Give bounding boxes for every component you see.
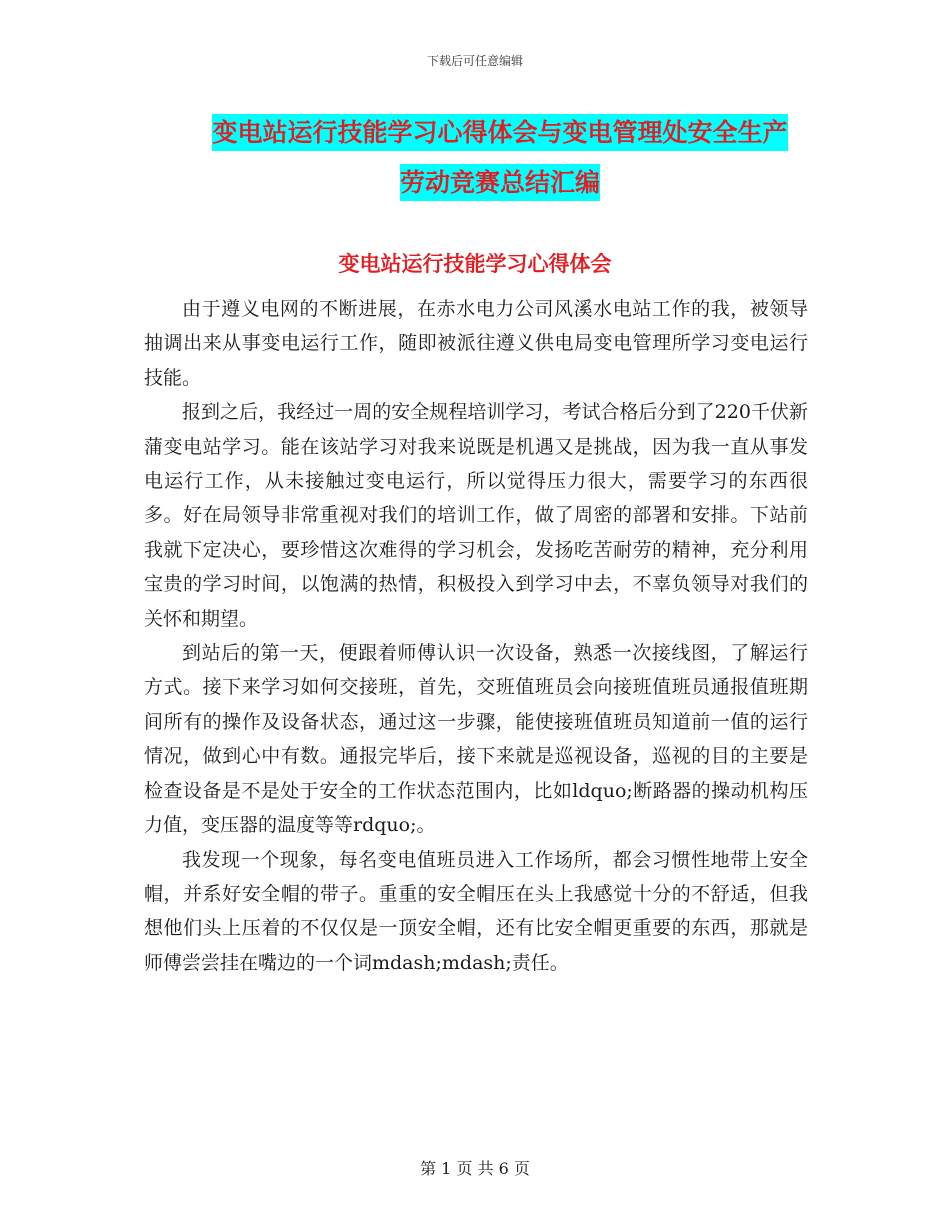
paragraph: 由于遵义电网的不断进展，在赤水电力公司风溪水电站工作的我，被领导抽调出来从事变电运行工作，随即被派往遵义供电局变电管理所学习变电运行技能。 (144, 298, 808, 389)
section-title: 变电站运行技能学习心得体会 (338, 252, 612, 276)
paragraph: 报到之后，我经过一周的安全规程培训学习，考试合格后分到了220千伏新蒲变电站学习。能在该站学习对我来说既是机遇又是挑战，因为我一直从事发电运行工作，从未接触过变电运行，所以觉得压力很大，需要学习的东西很多。好在局领导非常重视对我们的培训工作，做了周密的部署和安排。下站前我就下定决心，要珍惜这次难得的学习机会，发扬吃苦耐劳的精神，充分利用宝贵的学习时间，以饱满的热情，积极投入到学习中去，不辜负领导对我们的关怀和期望。 (144, 401, 808, 630)
paragraph: 我发现一个现象，每名变电值班员进入工作场所，都会习惯性地带上安全帽，并系好安全帽的带子。重重的安全帽压在头上我感觉十分的不舒适，但我想他们头上压着的不仅仅是一顶安全帽，还有比安全帽更重要的东西，那就是师傅尝尝挂在嘴边的一个词mdash;mdash;责任。 (144, 848, 808, 974)
page-header-note: 下载后可任意编辑 (426, 54, 523, 68)
page-footer: 第 1 页 共 6 页 (420, 1159, 530, 1178)
title-line-1: 变电站运行技能学习心得体会与变电管理处安全生产 (212, 114, 787, 151)
paragraph: 到站后的第一天，便跟着师傅认识一次设备，熟悉一次接线图，了解运行方式。接下来学习如何交接班，首先，交班值班员会向接班值班员通报值班期间所有的操作及设备状态，通过这一步骤，能使接班值班员知道前一值的运行情况，做到心中有数。通报完毕后，接下来就是巡视设备，巡视的目的主要是检查设备是不是处于安全的工作状态范围内，比如ldquo;断路器的操动机构压力值，变压器的温度等等rdquo;。 (144, 642, 808, 837)
document-title (195, 108, 805, 208)
body-text (144, 292, 808, 980)
title-line-2: 劳动竞赛总结汇编 (400, 164, 600, 201)
